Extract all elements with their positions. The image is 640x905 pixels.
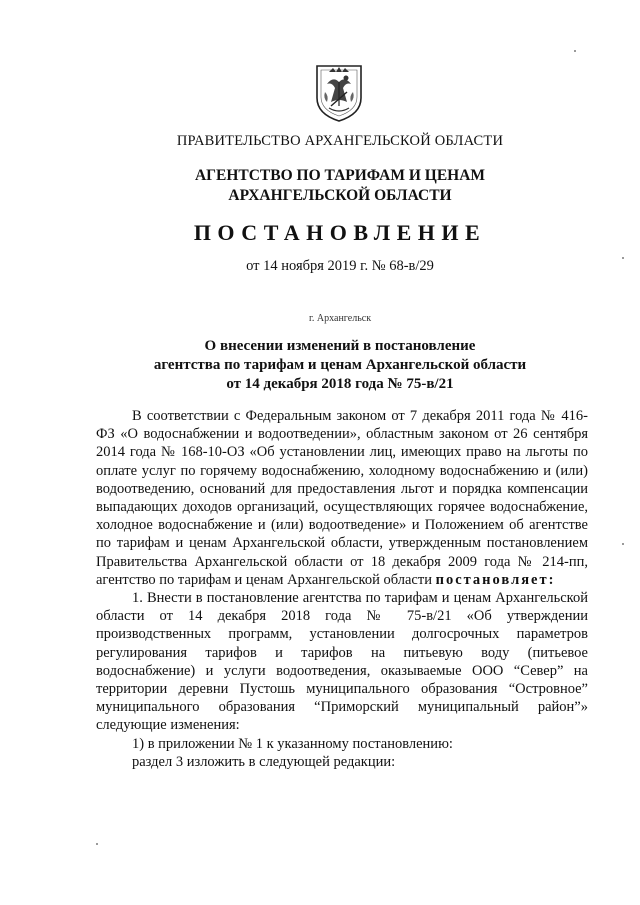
item-1-paragraph: 1. Внести в постановление агентства по тарифам и ценам Архангельской области от 14 декабря 2018 года № 75-в/21 «Об утверждении производственных программ, установлении долгосрочных параметров регулирования тарифов и тарифов на питьевую воду (питьевое водоснабжение) и услуги водоотведения, оказываемые ООО “Север” на территории деревни Пустошь муниципального образования “Островное” муниципального образования “Приморский муниципальный район”» следующие изменения: <box>96 590 588 734</box>
title-line1: О внесении изменений в постановление <box>204 338 476 354</box>
document-type: ПОСТАНОВЛЕНИЕ <box>193 220 487 245</box>
scan-speck <box>622 543 624 545</box>
document-body <box>96 407 588 771</box>
coat-of-arms-icon <box>313 62 365 124</box>
city-name: г. Архангельск <box>308 313 372 324</box>
title-line2: агентства по тарифам и ценам Архангельской области <box>153 357 527 373</box>
title-line3: от 14 декабря 2018 года № 75-в/21 <box>226 376 454 392</box>
subitem-1-paragraph: 1) в приложении № 1 к указанному постановлению: <box>132 735 453 752</box>
resolves-word: постановляет: <box>435 571 556 588</box>
agency-name-line2: АРХАНГЕЛЬСКОЙ ОБЛАСТИ <box>228 187 452 204</box>
subitem-2-paragraph: раздел 3 изложить в следующей редакции: <box>132 753 396 770</box>
document-title <box>0 337 640 394</box>
scan-speck <box>96 843 98 845</box>
date-number: от 14 ноября 2019 г. № 68-в/29 <box>246 258 434 274</box>
agency-name <box>0 166 640 206</box>
scan-speck <box>574 50 576 52</box>
government-name: ПРАВИТЕЛЬСТВО АРХАНГЕЛЬСКОЙ ОБЛАСТИ <box>176 133 504 149</box>
scan-speck <box>622 257 624 259</box>
preamble-text: В соответствии с Федеральным законом от 7 декабря 2011 года № 416-ФЗ «О водоснабжении и водоотведении», областным законом от 26 сентября 2014 года № 168-10-ОЗ «Об установлении лиц, имеющих право на льготы по оплате услуг по горячему водоснабжению, холодному водоснабжению и (или) водоотведению, оснований для предоставления льгот и порядка компенсации выпадающих доходов организаций, осуществляющих горячее водоснабжение, холодное водоснабжение и (или) водоотведение» и Положением об агентстве по тарифам и ценам Архангельской области, утвержденным постановлением Правительства Архангельской области от 18 декабря 2009 года № 214-пп, агентство по тарифам и ценам Архангельской области <box>96 408 588 588</box>
agency-name-line1: АГЕНТСТВО ПО ТАРИФАМ И ЦЕНАМ <box>194 167 486 184</box>
preamble-paragraph <box>96 407 588 589</box>
